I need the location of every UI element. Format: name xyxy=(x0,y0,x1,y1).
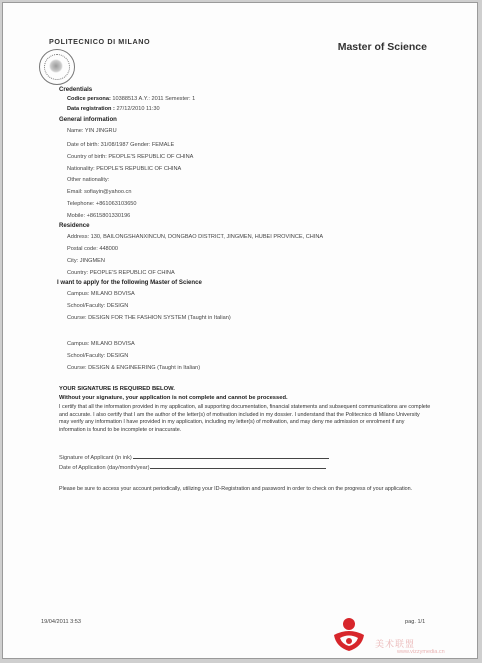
declaration-text: I certify that all the information provided in my application, all supporting documentation, financial statements and subsequent communications are complete and accurate. I also certify that I am the author of the letter(s) of motivation included in my dossier. I understand that the Politecnico di Milano University may verify any information I have provided in my application, including my letter(s) of motivation, and may deny me admission or enrolment if any information is found to be incomplete or inaccurate. xyxy=(59,404,431,433)
account-notice: Please be sure to access your account periodically, utilizing your ID-Registration and password in order to check on the progress of your application. xyxy=(59,486,413,492)
choice-2-course: Course: DESIGN & ENGINEERING (Taught in Italian) xyxy=(67,365,201,371)
field-city: City: JINGMEN xyxy=(67,258,105,264)
field-mobile: Mobile: +8615801330196 xyxy=(67,213,131,219)
footer-timestamp: 19/04/2011 3:53 xyxy=(41,619,82,625)
footer-page-number: pag. 1/1 xyxy=(405,619,426,625)
field-address: Address: 130, BAILONGSHANXINCUN, DONGBAO DISTRICT, JINGMEN, HUBEI PROVINCE, CHINA xyxy=(67,234,324,240)
field-nationality: Nationality: PEOPLE'S REPUBLIC OF CHINA xyxy=(67,166,182,172)
registration-value: 27/12/2010 11:30 xyxy=(116,106,160,112)
applicant-signature-line xyxy=(59,453,329,461)
field-country: Country: PEOPLE'S REPUBLIC OF CHINA xyxy=(67,270,175,276)
residence-heading: Residence xyxy=(59,222,90,229)
choice-1-campus: Campus: MILANO BOVISA xyxy=(67,291,135,297)
date-blank xyxy=(150,463,326,469)
watermark-text: 美术联盟 xyxy=(375,639,416,649)
choice-2-school: School/Faculty: DESIGN xyxy=(67,353,129,359)
signature-heading: YOUR SIGNATURE IS REQUIRED BELOW. xyxy=(59,386,175,392)
codice-label: Codice persona: xyxy=(67,96,111,102)
application-date-label: Date of Application (day/month/year) xyxy=(59,465,150,471)
signature-blank xyxy=(133,453,329,459)
university-seal-icon xyxy=(39,49,75,85)
field-birth-country: Country of birth: PEOPLE'S REPUBLIC OF CHINA xyxy=(67,154,194,160)
field-email: Email: sofiayin@yahoo.cn xyxy=(67,189,132,195)
application-date-line xyxy=(59,463,326,471)
field-dob: Date of birth: 31/08/1987 Gender: FEMALE xyxy=(67,142,175,148)
choice-1-school: School/Faculty: DESIGN xyxy=(67,303,129,309)
signature-warning: Without your signature, your application is not complete and cannot be processed. xyxy=(59,395,288,401)
field-postal-code: Postal code: 448000 xyxy=(67,246,119,252)
field-telephone: Telephone: +861063103650 xyxy=(67,201,137,207)
applicant-signature-label: Signature of Applicant (in ink) xyxy=(59,455,132,461)
registration-label: Data registration : xyxy=(67,106,115,112)
codice-persona xyxy=(67,96,195,102)
general-info-heading: General information xyxy=(59,116,117,123)
credentials-heading: Credentials xyxy=(59,86,93,93)
watermark-url: www.vizzymedia.cn xyxy=(397,649,445,655)
field-name: Name: YIN JINGRU xyxy=(67,128,117,134)
university-name: POLITECNICO DI MILANO xyxy=(49,37,151,46)
data-registration xyxy=(67,106,160,112)
application-document xyxy=(2,2,478,659)
codice-value: 10388513 A.Y.: 2011 Semester: 1 xyxy=(112,96,196,102)
choice-1-course: Course: DESIGN FOR THE FASHION SYSTEM (Taught in Italian) xyxy=(67,315,231,321)
field-other-nationality: Other nationality: xyxy=(67,177,110,183)
document-title: Master of Science xyxy=(337,41,427,53)
watermark-logo-icon xyxy=(328,613,370,655)
apply-heading: I want to apply for the following Master of Science xyxy=(57,279,202,286)
choice-2-campus: Campus: MILANO BOVISA xyxy=(67,341,135,347)
